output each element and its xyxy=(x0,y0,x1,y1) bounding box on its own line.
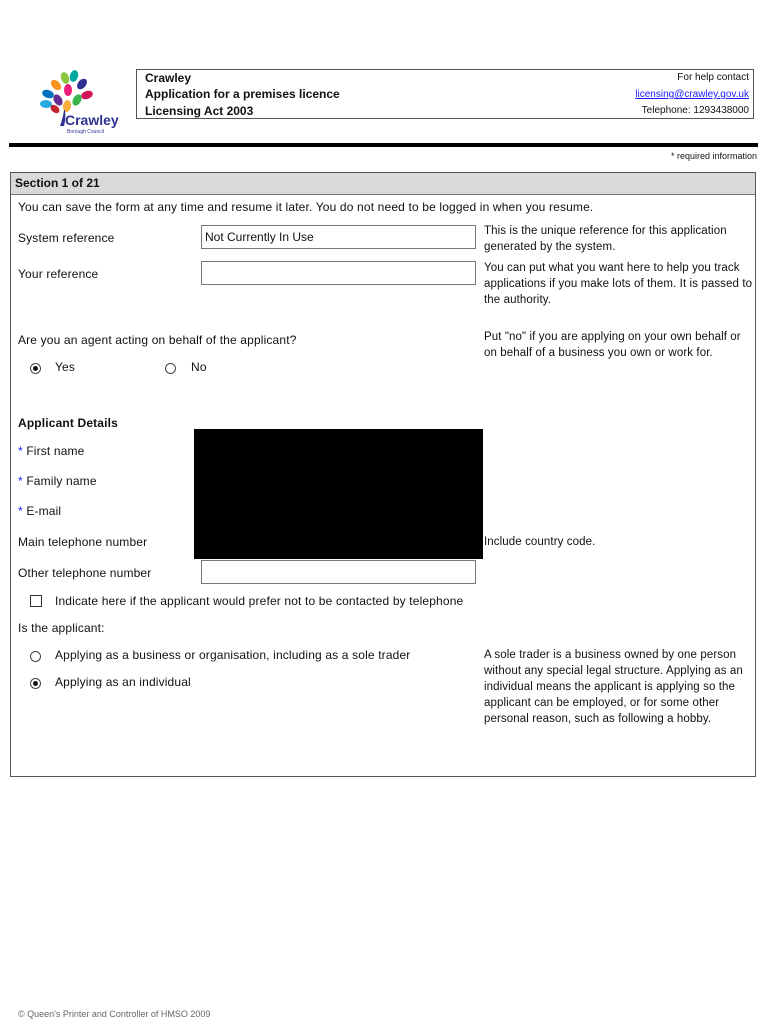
no-telephone-contact-label: Indicate here if the applicant would prefer not to be contacted by telephone xyxy=(55,594,464,608)
applicant-type-question: Is the applicant: xyxy=(18,621,105,635)
agent-help: Put "no" if you are applying on your own behalf or on behalf of a business you own or work for. xyxy=(484,331,741,359)
header-divider xyxy=(9,143,758,147)
system-reference-field[interactable] xyxy=(201,225,476,249)
required-star: * xyxy=(18,474,23,488)
required-information-note: * required information xyxy=(670,151,757,161)
required-star: * xyxy=(18,504,23,518)
applicant-type-help: A sole trader is a business owned by one person without any special legal structure. Applying as an individual means the applicant is applying so the applicant can be employed, or for some other personal reason, such as following a hobby. xyxy=(484,649,743,725)
your-reference-label: Your reference xyxy=(18,267,99,281)
business-radio[interactable] xyxy=(30,651,41,662)
individual-option-label: Applying as an individual xyxy=(55,675,191,689)
agent-yes-radio[interactable] xyxy=(30,363,41,374)
applicant-details-heading: Applicant Details xyxy=(18,416,118,430)
help-contact-label: For help contact xyxy=(677,72,749,83)
tree-logo-icon xyxy=(34,70,124,136)
individual-radio[interactable] xyxy=(30,678,41,689)
business-option-label: Applying as a business or organisation, including as a sole trader xyxy=(55,648,411,662)
system-reference-label: System reference xyxy=(18,231,115,245)
section-intro: You can save the form at any time and resume it later. You do not need to be logged in when you resume. xyxy=(18,200,594,214)
other-telephone-field[interactable] xyxy=(201,560,476,584)
other-telephone-label: Other telephone number xyxy=(18,566,152,580)
main-telephone-help: Include country code. xyxy=(484,536,596,548)
first-name-label: * First name xyxy=(18,444,85,458)
main-telephone-label: Main telephone number xyxy=(18,535,148,549)
your-reference-field[interactable] xyxy=(201,261,476,285)
family-name-label: * Family name xyxy=(18,474,97,488)
organisation-name: Crawley xyxy=(145,71,192,85)
logo-subtext: Borough Council xyxy=(67,129,104,135)
agent-no-radio[interactable] xyxy=(165,363,176,374)
act-name: Licensing Act 2003 xyxy=(145,104,254,118)
copyright-footer: © Queen's Printer and Controller of HMSO 2009 xyxy=(18,1009,211,1019)
no-telephone-contact-checkbox[interactable] xyxy=(30,595,42,607)
agent-question: Are you an agent acting on behalf of the applicant? xyxy=(18,333,297,347)
form-header xyxy=(136,69,754,119)
section-title: Section 1 of 21 xyxy=(15,176,100,190)
redacted-personal-details xyxy=(194,429,483,559)
logo-text: Crawley xyxy=(65,112,119,128)
your-reference-help: You can put what you want here to help you track applications if you make lots of them. It is passed to the authority. xyxy=(484,262,753,306)
form-title: Application for a premises licence xyxy=(145,87,340,101)
help-email-link[interactable]: licensing@crawley.gov.uk xyxy=(635,89,749,100)
help-telephone: Telephone: 1293438000 xyxy=(641,105,749,116)
section-header xyxy=(11,173,755,195)
required-star: * xyxy=(18,444,23,458)
crawley-logo xyxy=(34,70,124,136)
email-label: * E-mail xyxy=(18,504,62,518)
system-reference-help: This is the unique reference for this application generated by the system. xyxy=(484,225,727,253)
agent-yes-label: Yes xyxy=(55,360,76,374)
agent-no-label: No xyxy=(191,360,207,374)
